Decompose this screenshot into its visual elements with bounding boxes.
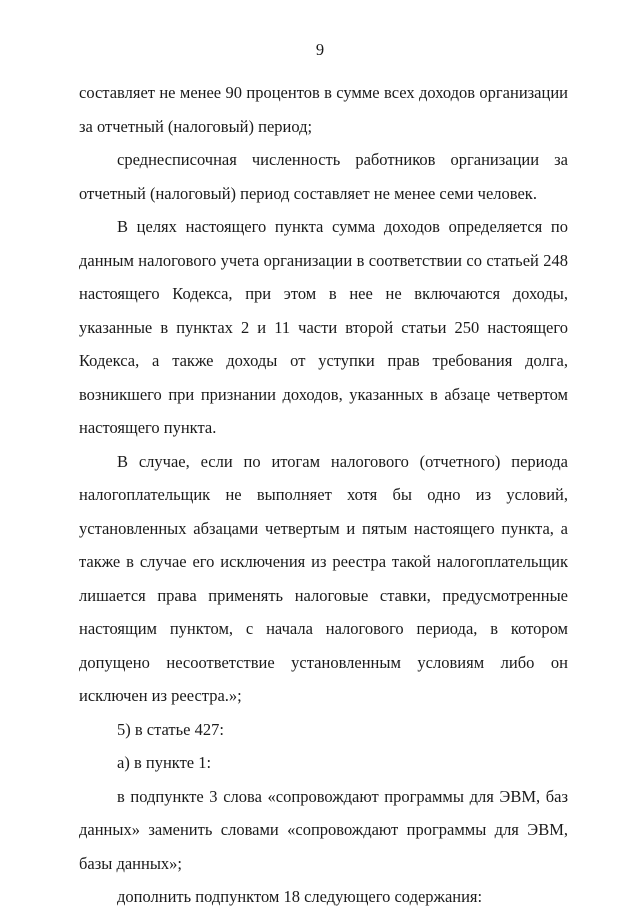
paragraph-7: в подпункте 3 слова «сопровождают программы для ЭВМ, баз данных» заменить словами «сопровождают программы для ЭВМ, базы данных»;	[79, 786, 568, 873]
paragraph-8: дополнить подпунктом 18 следующего содержания:	[117, 887, 483, 906]
paragraph-2: среднесписочная численность работников организации за отчетный (налоговый) период составляет не менее семи человек.	[79, 150, 568, 203]
paragraph-6: а) в пункте 1:	[117, 753, 212, 772]
document-body	[79, 76, 568, 914]
paragraph-3: В целях настоящего пункта сумма доходов определяется по данным налогового учета организации в соответствии со статьей 248 настоящего Кодекса, при этом в нее не включаются доходы, указанные в пунктах 2 и 11 части второй статьи 250 настоящего Кодекса, а также доходы от уступки прав требования долга, возникшего при признании доходов, указанных в абзаце четвертом настоящего пункта.	[79, 217, 568, 437]
paragraph-5: 5) в статье 427:	[117, 719, 224, 739]
page-number: 9	[315, 40, 325, 59]
paragraph-4: В случае, если по итогам налогового (отчетного) периода налогоплательщик не выполняет хотя бы одно из условий, установленных абзацами четвертым и пятым настоящего пункта, а также в случае его исключения из реестра такой налогоплательщик лишается права применять налоговые ставки, предусмотренные настоящим пунктом, с начала налогового периода, в котором допущено несоответствие установленным условиям либо он исключен из реестра.»;	[79, 451, 568, 705]
paragraph-1: составляет не менее 90 процентов в сумме всех доходов организации за отчетный (налоговый) период;	[79, 83, 568, 136]
